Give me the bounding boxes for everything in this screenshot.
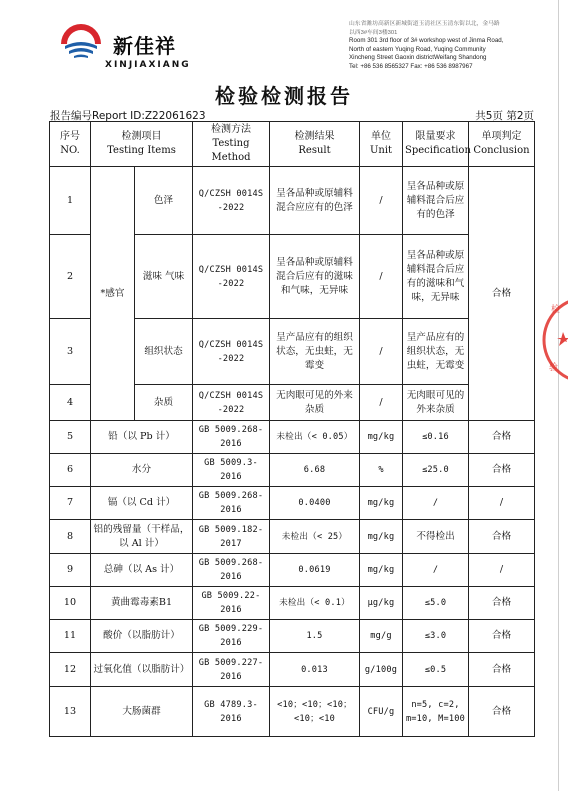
address-tel-fax: Tel: +86 536 8565327 Fax: +86 536 8987967 bbox=[349, 62, 473, 70]
address-cn-line-1: 山东省潍坊高新区新城街道玉清社区玉清东街以北，金马路 bbox=[349, 21, 500, 27]
table-row: 2 滋味 气味 Q/CZSH 0014S -2022 呈各品种或原辅料混合后应有的滋味和气味，无异味 / 呈各品种或原辅料混合后应有的滋味和气味，无异味 bbox=[50, 235, 535, 319]
svg-text:验: 验 bbox=[549, 363, 559, 373]
table-row: 4 杂质 Q/CZSH 0014S -2022 无肉眼可见的外来杂质 / 无肉眼可见的外来杂质 bbox=[50, 385, 535, 421]
table-row: 12 过氧化值（以脂肪计） GB 5009.227-2016 0.013 g/100g ≤0.5 合格 bbox=[50, 653, 535, 687]
header-result: 检测结果 Result bbox=[270, 122, 360, 167]
table-row: 6 水分 GB 5009.3-2016 6.68 % ≤25.0 合格 bbox=[50, 454, 535, 487]
page-edge-divider bbox=[558, 0, 559, 791]
logo-english-name: XINJIAXIANG bbox=[105, 60, 191, 70]
page-indicator: 共5页 第2页 bbox=[475, 110, 534, 122]
document-title: 检验检测报告 bbox=[215, 84, 353, 108]
table-row: 9 总砷（以 As 计） GB 5009.268-2016 0.0619 mg/kg / / bbox=[50, 554, 535, 587]
test-results-table bbox=[49, 121, 535, 737]
table-row: 8 铝的残留量（干样品，以 Al 计） GB 5009.182-2017 未检出（< 25） mg/kg 不得检出 合格 bbox=[50, 520, 535, 554]
official-seal-stamp bbox=[541, 290, 568, 390]
table-row: 5 铅（以 Pb 计） GB 5009.268-2016 未检出（< 0.05） mg/kg ≤0.16 合格 bbox=[50, 421, 535, 454]
table-row: 13 大肠菌群 GB 4789.3-2016 <10；<10；<10；<10；<10 CFU/g n=5, c=2, m=10, M=100 合格 bbox=[50, 687, 535, 737]
svg-text:检: 检 bbox=[551, 305, 561, 315]
sensory-conclusion: 合格 bbox=[469, 167, 535, 421]
table-row: 7 镉（以 Cd 计） GB 5009.268-2016 0.0400 mg/kg / / bbox=[50, 487, 535, 520]
address-en-line-2: North of eastern Yuqing Road, Yuqing Community bbox=[349, 45, 486, 53]
header-conclusion: 单项判定 Conclusion bbox=[469, 122, 535, 167]
header-no: 序号 NO. bbox=[50, 122, 91, 167]
report-number: 报告编号Report ID:Z22061623 bbox=[50, 110, 206, 122]
table-row: 11 酸价（以脂肪计） GB 5009.229-2016 1.5 mg/g ≤3.0 合格 bbox=[50, 620, 535, 653]
table-row: 1 *感官 色泽 Q/CZSH 0014S -2022 呈各品种或原辅料混合应应有的色泽 / 呈各品种或原辅料混合后应有的色泽 合格 bbox=[50, 167, 535, 235]
header-method: 检测方法 Testing Method bbox=[193, 122, 270, 167]
address-en-line-1: Room 301 3rd floor of 3# workshop west of Jinma Road, bbox=[349, 37, 504, 45]
table-row: 10 黄曲霉毒素B1 GB 5009.22-2016 未检出（< 0.1） μg/kg ≤5.0 合格 bbox=[50, 587, 535, 620]
header-spec: 限量要求 Specification bbox=[403, 122, 469, 167]
address-cn-line-2: 以西3#车间3楼301 bbox=[349, 29, 398, 36]
sensory-group-label: *感官 bbox=[91, 167, 135, 421]
company-address bbox=[349, 20, 564, 72]
header-unit: 单位 Unit bbox=[360, 122, 403, 167]
address-en-line-3: Xincheng Street Gaoxin districtWeifang Shandong bbox=[349, 54, 487, 62]
header-item: 检测项目 Testing Items bbox=[91, 122, 193, 167]
logo-emblem-icon bbox=[55, 22, 107, 62]
table-header-row bbox=[50, 122, 535, 167]
company-logo bbox=[55, 22, 205, 74]
logo-chinese-name: 新佳祥 bbox=[113, 34, 176, 58]
table-row: 3 组织状态 Q/CZSH 0014S -2022 呈产品应有的组织状态，无虫蛀，无霉变 / 呈产品应有的组织状态，无虫蛀，无霉变 bbox=[50, 319, 535, 385]
